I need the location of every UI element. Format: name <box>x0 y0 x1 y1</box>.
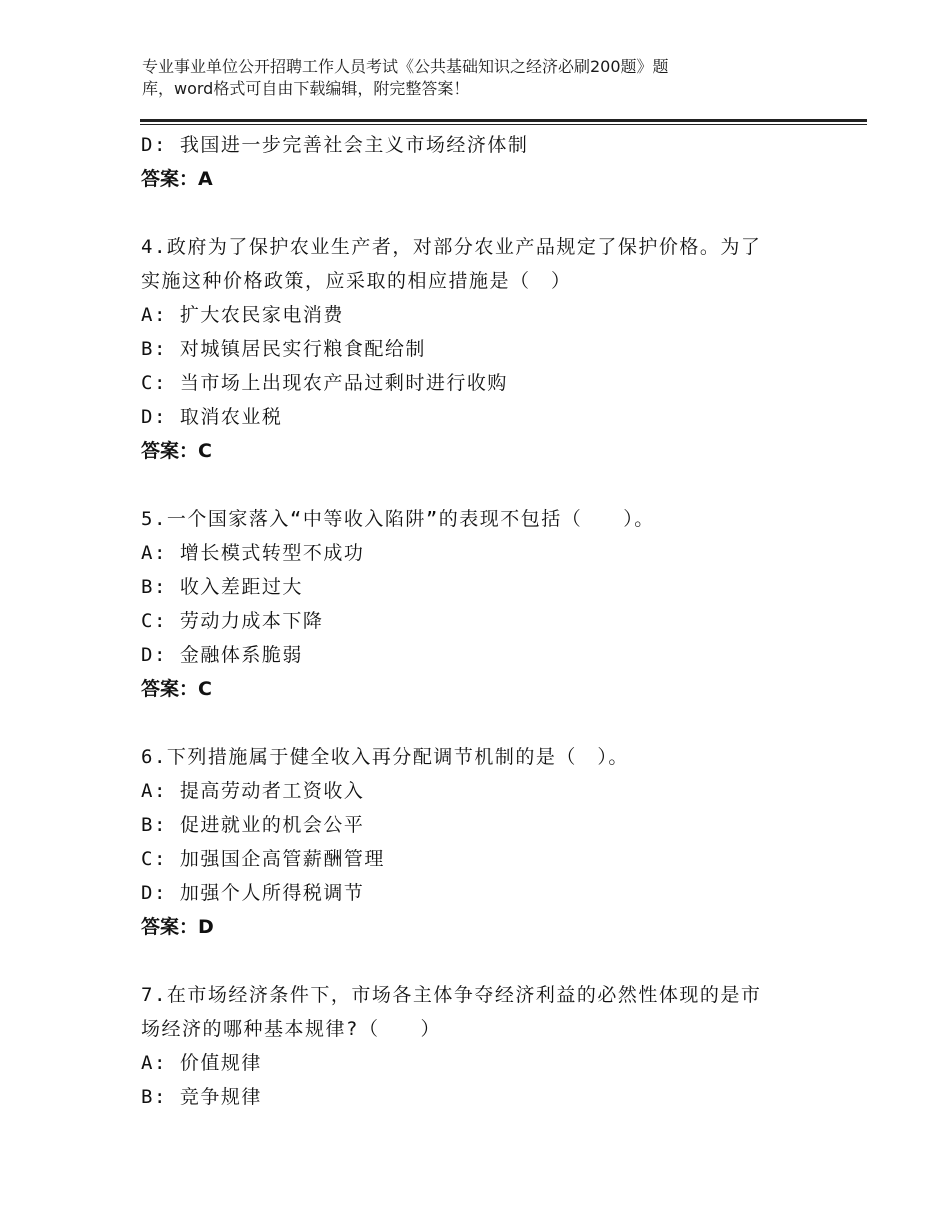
option-c: C: 当市场上出现农产品过剩时进行收购 <box>141 372 508 394</box>
question-6 <box>141 740 861 944</box>
question-stem: 5.一个国家落入“中等收入陷阱”的表现不包括（ ）。 <box>141 508 655 530</box>
question-content <box>141 128 861 1114</box>
header-title-line-1: 专业事业单位公开招聘工作人员考试《公共基础知识之经济必刷200题》题 <box>142 57 669 76</box>
option-b: B: 对城镇居民实行粮食配给制 <box>141 338 426 360</box>
option-d: D: 加强个人所得税调节 <box>141 882 365 904</box>
option-b: B: 促进就业的机会公平 <box>141 814 365 836</box>
answer-label: 答案：C <box>141 440 212 462</box>
document-header <box>142 56 782 100</box>
question-stem: 7.在市场经济条件下，市场各主体争夺经济利益的必然性体现的是市 <box>141 984 762 1006</box>
option-a: A: 扩大农民家电消费 <box>141 304 344 326</box>
spacer <box>141 468 861 502</box>
question-stem: 4.政府为了保护农业生产者，对部分农业产品规定了保护价格。为了 <box>141 236 762 258</box>
question-stem: 场经济的哪种基本规律?（ ） <box>141 1018 441 1040</box>
prev-question-option-d: D: 我国进一步完善社会主义市场经济体制 <box>141 134 529 156</box>
answer-label: 答案：D <box>141 916 214 938</box>
option-a: A: 提高劳动者工资收入 <box>141 780 365 802</box>
prev-question-answer: 答案：A <box>141 168 213 190</box>
header-divider-thin <box>140 124 867 125</box>
header-title-line-2: 库，word格式可自由下载编辑，附完整答案！ <box>142 79 470 98</box>
question-5 <box>141 502 861 706</box>
option-b: B: 收入差距过大 <box>141 576 303 598</box>
option-b: B: 竞争规律 <box>141 1086 262 1108</box>
option-a: A: 价值规律 <box>141 1052 262 1074</box>
option-d: D: 取消农业税 <box>141 406 283 428</box>
question-stem: 6.下列措施属于健全收入再分配调节机制的是（ ）。 <box>141 746 629 768</box>
header-divider-thick <box>140 119 867 122</box>
answer-label: 答案：C <box>141 678 212 700</box>
question-4 <box>141 230 861 468</box>
spacer <box>141 196 861 230</box>
question-7 <box>141 978 861 1114</box>
spacer <box>141 706 861 740</box>
option-c: C: 劳动力成本下降 <box>141 610 324 632</box>
option-d: D: 金融体系脆弱 <box>141 644 303 666</box>
spacer <box>141 944 861 978</box>
option-a: A: 增长模式转型不成功 <box>141 542 365 564</box>
option-c: C: 加强国企高管薪酬管理 <box>141 848 385 870</box>
question-stem: 实施这种价格政策，应采取的相应措施是（ ） <box>141 270 572 292</box>
